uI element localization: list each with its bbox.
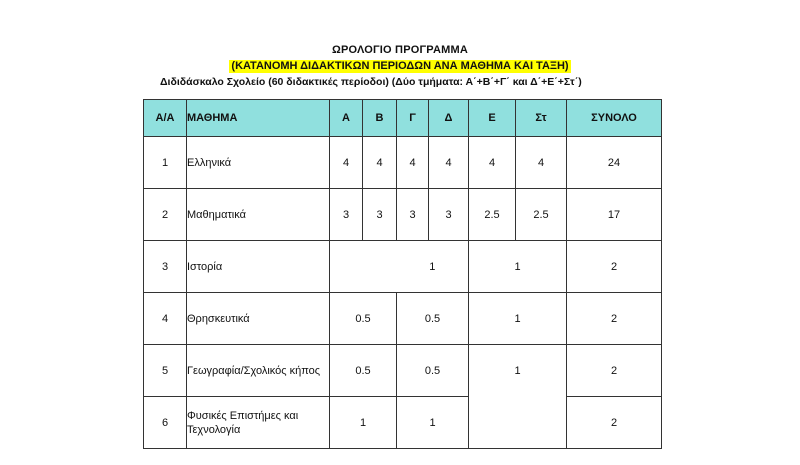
cell-a: 3 <box>330 189 363 241</box>
table-row <box>144 189 662 241</box>
header-aa: Α/Α <box>144 100 187 137</box>
header-a: Α <box>330 100 363 137</box>
cell-d: 4 <box>429 137 469 189</box>
cell-e: 4 <box>469 137 516 189</box>
cell-total: 24 <box>567 137 662 189</box>
cell-total: 2 <box>567 241 662 293</box>
cell-total: 17 <box>567 189 662 241</box>
row-number: 2 <box>144 189 187 241</box>
table-row <box>144 397 662 449</box>
schedule-table <box>143 99 662 449</box>
subject-cell: Μαθηματικά <box>187 189 330 241</box>
row-number: 1 <box>144 137 187 189</box>
cell-total: 2 <box>567 345 662 397</box>
header-subject: ΜΑΘΗΜΑ <box>187 100 330 137</box>
subtitle-wrap <box>0 56 800 74</box>
cell-gd: 0.5 <box>397 293 469 345</box>
cell-gd: 1 <box>397 397 469 449</box>
document-title: ΩΡΟΛΟΓΙΟ ΠΡΟΓΡΑΜΜΑ <box>331 44 469 56</box>
cell-ab: 1 <box>330 397 397 449</box>
subject-cell: Φυσικές Επιστήμες και Τεχνολογία <box>187 397 330 449</box>
cell-est: 1 <box>469 241 567 293</box>
table-row <box>144 137 662 189</box>
cell-a: 4 <box>330 137 363 189</box>
header-e: Ε <box>469 100 516 137</box>
cell-b: 3 <box>363 189 397 241</box>
cell-gd: 0.5 <box>397 345 469 397</box>
header-st: Στ <box>516 100 567 137</box>
header-g: Γ <box>397 100 429 137</box>
subject-cell: Γεωγραφία/Σχολικός κήπος <box>187 345 330 397</box>
row-number: 4 <box>144 293 187 345</box>
cell-est: 1 <box>469 293 567 345</box>
cell-e: 2.5 <box>469 189 516 241</box>
cell-est-empty <box>469 397 567 449</box>
cell-st: 4 <box>516 137 567 189</box>
subject-cell: Ελληνικά <box>187 137 330 189</box>
cell-st: 2.5 <box>516 189 567 241</box>
school-heading: Διδιδάσκαλο Σχολείο (60 διδακτικές περίοδοι) (Δύο τμήματα: Α΄+Β΄+Γ΄ και Δ΄+Ε΄+Στ΄) <box>160 76 582 88</box>
row-number: 6 <box>144 397 187 449</box>
table-row <box>144 241 662 293</box>
cell-total: 2 <box>567 293 662 345</box>
cell-d: 3 <box>429 189 469 241</box>
table-row <box>144 293 662 345</box>
header-d: Δ <box>429 100 469 137</box>
row-number: 5 <box>144 345 187 397</box>
table-header-row <box>144 100 662 137</box>
cell-g: 3 <box>397 189 429 241</box>
cell-ab <box>330 241 397 293</box>
cell-g: 4 <box>397 137 429 189</box>
cell-est: 1 <box>469 345 567 397</box>
cell-gd: 1 <box>397 241 469 293</box>
document-subtitle: (ΚΑΤΑΝΟΜΗ ΔΙΔΑΚΤΙΚΩΝ ΠΕΡΙΟΔΩΝ ΑΝΑ ΜΑΘΗΜΑ ΚΑΙ ΤΑΞΗ) <box>231 60 569 72</box>
subject-cell: Ιστορία <box>187 241 330 293</box>
table-row <box>144 345 662 397</box>
cell-total: 2 <box>567 397 662 449</box>
cell-b: 4 <box>363 137 397 189</box>
row-number: 3 <box>144 241 187 293</box>
subject-cell: Θρησκευτικά <box>187 293 330 345</box>
cell-ab: 0.5 <box>330 345 397 397</box>
header-b: Β <box>363 100 397 137</box>
cell-ab: 0.5 <box>330 293 397 345</box>
header-total: ΣΥΝΟΛΟ <box>567 100 662 137</box>
